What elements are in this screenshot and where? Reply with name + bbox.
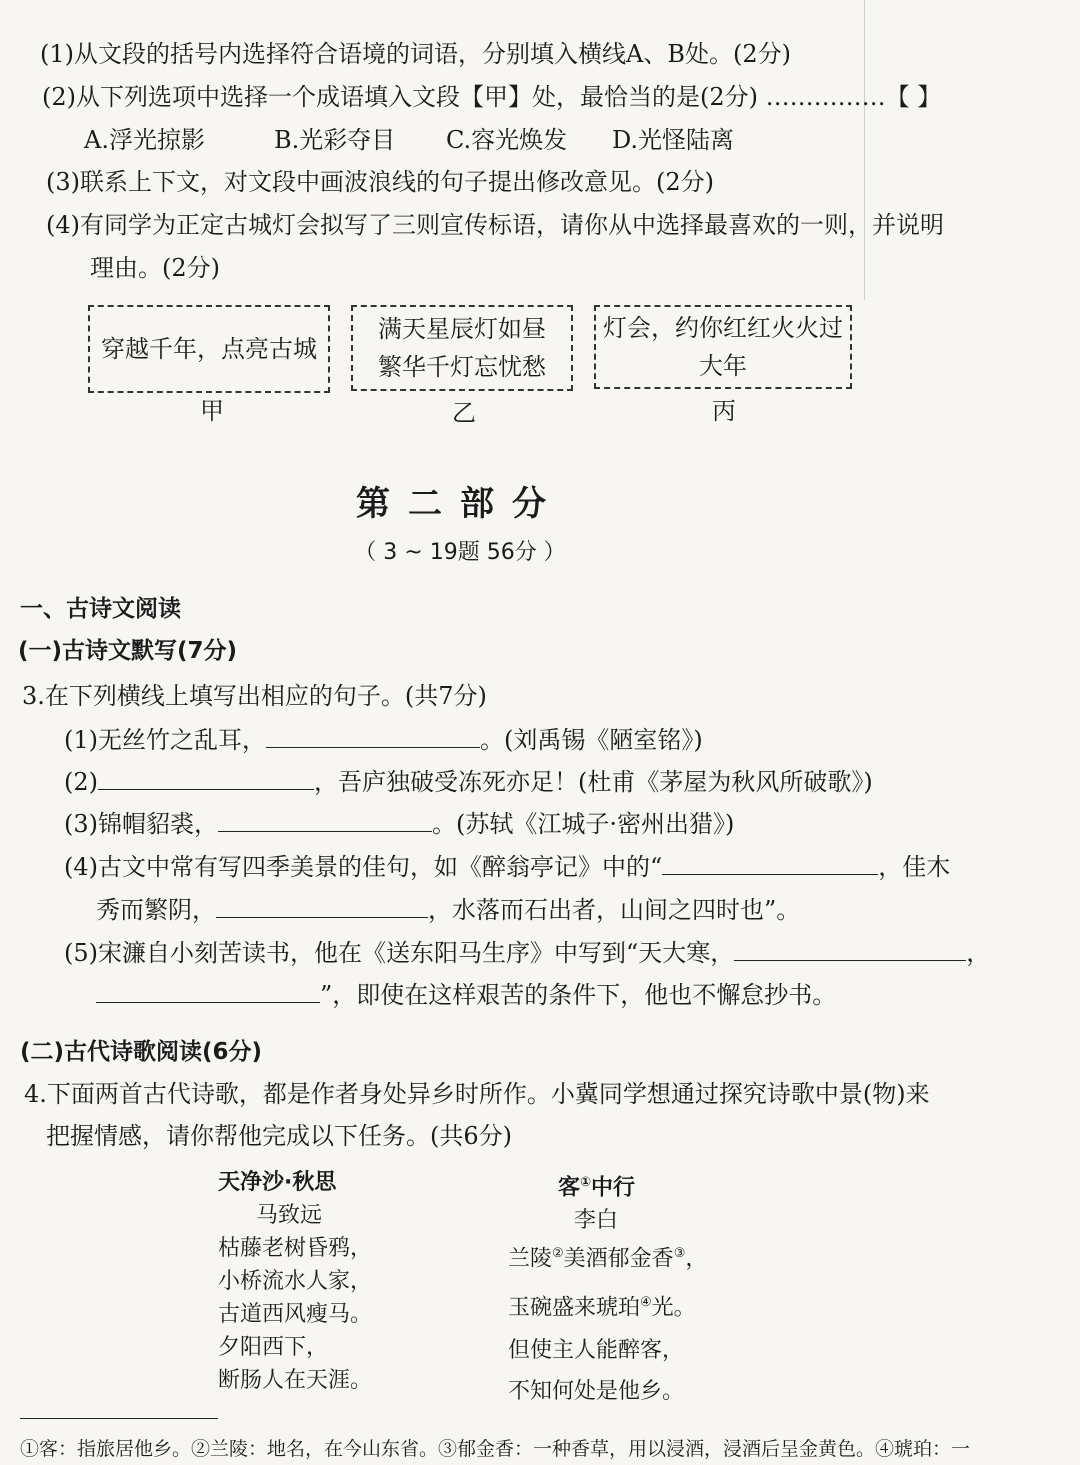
poem-2-text: 美酒郁金香 (563, 1246, 674, 1272)
slogan-label-bing: 丙 (712, 397, 736, 425)
q2-item-4: (4)有同学为正定古城灯会拟写了三则宣传标语，请你从中选择最喜欢的一则，并说明 (46, 211, 944, 239)
q3-l5-comma: ， (966, 939, 991, 967)
section-heading-1b: (二)古代诗歌阅读(6分) (20, 1039, 263, 1065)
q3-l5-text: (5)宋濂自小刻苦读书，他在《送东阳马生序》中写到“天大寒， (64, 939, 735, 967)
poem-2-line (508, 1286, 707, 1324)
poem-2-line (508, 1237, 707, 1275)
slogan-bing: 灯会，约你红红火火过大年 (603, 314, 843, 380)
footnote-mark: ① (580, 1175, 592, 1190)
column-divider (864, 0, 865, 300)
footnote-divider (20, 1418, 218, 1419)
answer-blank[interactable] (218, 807, 432, 832)
option-c: C.容光焕发 (446, 126, 568, 154)
poem-2-line: 但使主人能醉客， (508, 1337, 685, 1363)
poem-1-line: 古道西风瘦马。 (218, 1302, 373, 1327)
poem-2-title (508, 1166, 707, 1204)
poem-2 (508, 1166, 707, 1408)
q2-item-3: (3)联系上下文，对文段中画波浪线的句子提出修改意见。(2分) (46, 168, 714, 196)
poem-2-line: 不知何处是他乡。 (508, 1378, 685, 1404)
answer-blank[interactable] (96, 978, 320, 1003)
answer-blank[interactable] (266, 723, 480, 748)
poem-2-text: 光。 (651, 1294, 696, 1320)
slogan-yi-line2: 繁华千灯忘忧愁 (378, 353, 546, 381)
q3-l1-text: (1)无丝竹之乱耳， (64, 726, 266, 754)
q3-l5b-text: ”，即使在这样艰苦的条件下，他也不懈怠抄书。 (320, 981, 837, 1009)
option-b: B.光彩夺目 (274, 126, 396, 154)
poem-1-line: 夕阳西下， (218, 1335, 329, 1360)
q3-line-4 (64, 850, 950, 883)
q3-line-3 (64, 807, 734, 840)
poem-1-line: 枯藤老树昏鸦， (218, 1236, 373, 1261)
q4-stem: 4.下面两首古代诗歌，都是作者身处异乡时所作。小冀同学想通过探究诗歌中景(物)来 (24, 1080, 930, 1108)
q3-line-5-cont (96, 978, 836, 1011)
answer-blank[interactable] (216, 893, 428, 918)
q2-item-1: (1)从文段的括号内选择符合语境的词语，分别填入横线A、B处。(2分) (40, 40, 791, 68)
footnote: ①客：指旅居他乡。②兰陵：地名，在今山东省。③郁金香：一种香草，用以浸酒，浸酒后呈金黄色。④琥珀：一 (20, 1438, 971, 1460)
poem-1-line: 小桥流水人家， (218, 1269, 373, 1294)
q3-l4-text: (4)古文中常有写四季美景的佳句，如《醉翁亭记》中的“ (64, 853, 663, 881)
q3-line-1 (64, 723, 703, 756)
q3-line-4-cont (96, 893, 800, 926)
poem-1-author: 马致远 (256, 1203, 323, 1228)
footnote-mark: ② (552, 1246, 564, 1262)
q2-item-2: (2)从下列选项中选择一个成语填入文段【甲】处，最恰当的是(2分) ……………【 】 (42, 83, 942, 111)
answer-blank[interactable] (98, 765, 314, 790)
slogan-box-jia (88, 305, 330, 393)
q3-l3-text: (3)锦帽貂裘， (64, 810, 218, 838)
slogan-box-yi (351, 305, 573, 391)
part-subtitle: （ 3 ~ 19题 56分 ） (354, 540, 566, 565)
option-a: A.浮光掠影 (84, 126, 205, 154)
q3-l2-text: (2) (64, 768, 98, 796)
part-title: 第二部分 (356, 484, 564, 524)
q3-l4b-text: 秀而繁阴， (96, 896, 216, 924)
slogan-jia: 穿越千年，点亮古城 (101, 335, 317, 363)
slogan-label-jia: 甲 (200, 397, 224, 425)
q3-l2-source: ，吾庐独破受冻死亦足！(杜甫《茅屋为秋风所破歌》) (314, 768, 873, 796)
q3-l4b-text-end: ，水落而石出者，山间之四时也”。 (428, 896, 801, 924)
footnote-mark: ④ (640, 1294, 652, 1310)
q3-line-2 (64, 765, 873, 798)
poem-2-title-a: 客 (558, 1175, 581, 1201)
slogan-box-bing (594, 305, 852, 389)
slogan-label-yi: 乙 (452, 399, 476, 427)
q4-stem-cont: 把握情感，请你帮他完成以下任务。(共6分) (46, 1122, 512, 1150)
footnote-mark: ③ (673, 1246, 686, 1262)
poem-1-title: 天净沙·秋思 (218, 1170, 337, 1195)
poem-2-text: ， (685, 1246, 708, 1272)
q3-l1-source: 。(刘禹锡《陋室铭》) (480, 726, 703, 754)
q3-l4-text-end: ，佳木 (878, 853, 951, 881)
section-heading-1: 一、古诗文阅读 (20, 596, 181, 622)
poem-2-text: 兰陵 (508, 1246, 553, 1272)
q3-stem: 3.在下列横线上填写出相应的句子。(共7分) (22, 682, 487, 710)
poem-2-text: 玉碗盛来琥珀 (508, 1294, 641, 1320)
option-d: D.光怪陆离 (612, 126, 735, 154)
q2-item-4-cont: 理由。(2分) (90, 254, 220, 282)
q3-l3-source: 。(苏轼《江城子·密州出猎》) (432, 810, 735, 838)
answer-blank[interactable] (662, 850, 878, 875)
poem-1 (218, 1166, 372, 1397)
q3-line-5 (64, 936, 990, 969)
poem-2-title-b: 中行 (591, 1175, 636, 1201)
section-heading-1a: (一)古诗文默写(7分) (18, 638, 238, 664)
answer-blank[interactable] (734, 936, 966, 961)
poem-1-line: 断肠人在天涯。 (218, 1368, 373, 1393)
slogan-yi-line1: 满天星辰灯如昼 (378, 315, 546, 343)
poem-2-author: 李白 (574, 1208, 619, 1234)
